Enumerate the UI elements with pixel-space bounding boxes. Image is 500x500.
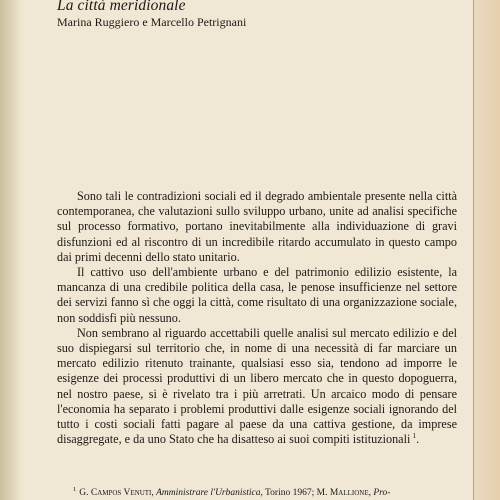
- paragraph: [57, 265, 457, 326]
- footnote-details: , Torino 1967;: [260, 488, 317, 498]
- chapter-title: La città meridionale: [57, 0, 186, 14]
- footnote: $^1$ G. Campos Venuti, Amministrare l'Urbanistica, Torino 1967; M. Mallione, Pro-: [73, 487, 391, 498]
- body-text: [57, 189, 457, 447]
- paragraph-text: Il cattivo uso dell'ambiente urbano e del patrimonio edilizio esistente, la mancanza di una credibile politica della casa, le penose insufficienze nel settore dei servizi fanno sì che oggi la città, come risultato di una organizzazione sociale, non soddisfi più nessuno.: [57, 265, 457, 325]
- paragraph-text: Non sembrano al riguardo accettabili quelle analisi sul mercato edilizio e del suo dispiegarsi sul territorio che, in nome di una necessità di far marciare un mercato edilizio ritenuto trainante, qualsiasi esso sia, tendono ad imporre le esigenze dei processi produttivi di un libero mercato che in questo dopoguerra, nel nostro paese, si è rivelato tra i più arretrati. Un arcaico modo di pensare l'economia ha separato i problemi produttivi dalle esigenze sociali ignorando del tutto i costi sociali fatti pagare al paese da una cattiva gestione, da imprese disaggregate, e da uno Stato che ha disatteso ai suoi compiti istituzionali: [57, 325, 457, 447]
- footnote-book-title: Pro-: [373, 488, 391, 498]
- footnote-book-title: Amministrare l'Urbanistica: [156, 488, 261, 498]
- footnote-author: M. Mallione: [316, 488, 369, 498]
- page-gutter-shadow: [0, 0, 22, 500]
- footnote-author: G. Campos Venuti: [79, 488, 152, 498]
- footnote-reference[interactable]: 1: [412, 431, 417, 441]
- footnote-number: 1: [73, 487, 77, 493]
- paragraph: Non sembrano al riguardo accettabili quelle analisi sul mercato edilizio e del suo dispiegarsi sul territorio che, in nome di una necessità di far marciare un mercato edilizio ritenuto trainante, qualsiasi esso sia, tendono ad imporre le esigenze dei processi produttivi di un libero mercato che in questo dopoguerra, nel nostro paese, si è rivelato tra i più arretrati. Un arcaico modo di pensare l'economia ha separato i problemi produttivi dalle esigenze sociali ignorando del tutto i costi sociali fatti pagare al paese da una cattiva gestione, da imprese disaggregate, e da uno Stato che ha disatteso ai suoi compiti istituzionali $^1$.: [57, 325, 457, 447]
- paragraph-text: Sono tali le contradizioni sociali ed il degrado ambientale presente nella città contemporanea, che valutazioni sullo sviluppo urbano, unite ad analisi specifiche sul processo formativo, portano inevitabilmente alla individuazione di gravi disfunzioni ed al riscontro di un incredibile ritardo accumulato in questo campo dai primi decenni dello stato unitario.: [57, 189, 457, 264]
- paragraph: [57, 189, 457, 265]
- chapter-authors: Marina Ruggiero e Marcello Petrignani: [57, 15, 247, 29]
- page-edge: [474, 0, 500, 500]
